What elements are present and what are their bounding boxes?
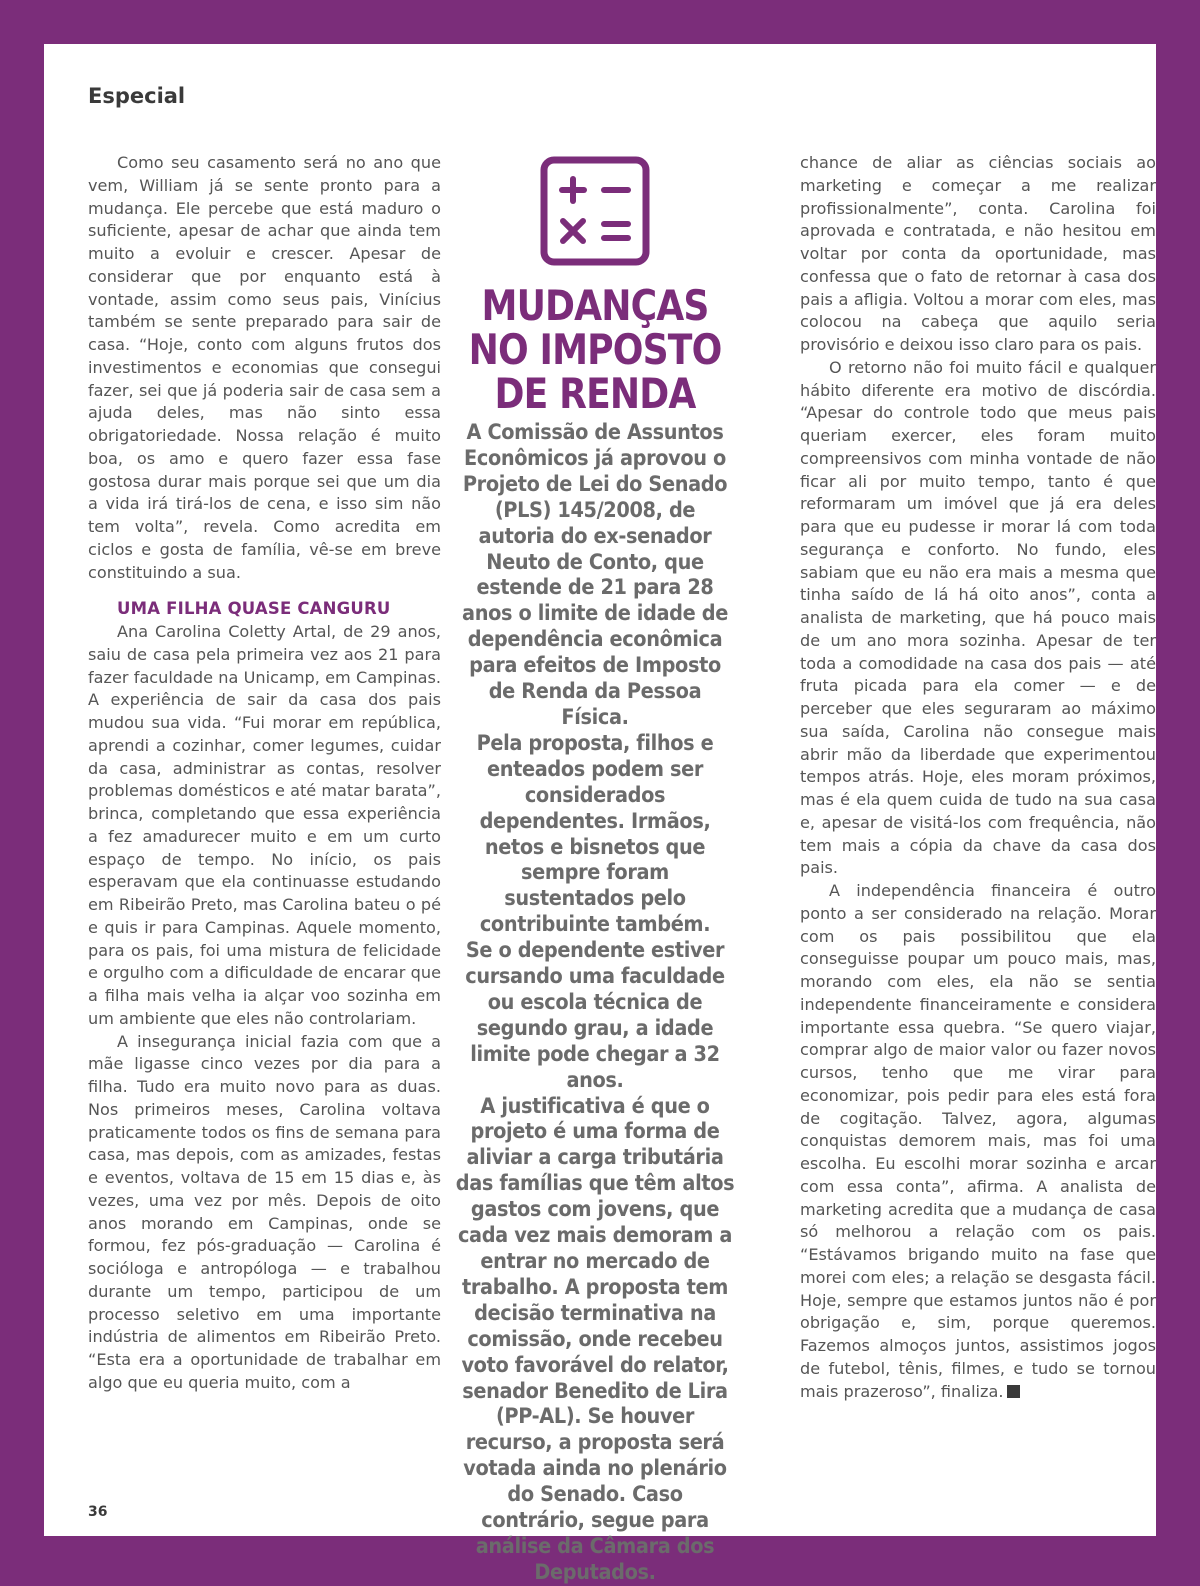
sidebar-headline: MUDANÇAS NO IMPOSTO DE RENDA	[468, 281, 722, 418]
page-number: 36	[88, 1504, 108, 1520]
body-paragraph: chance de aliar as ciências sociais ao marketing e começar a me realizar profissionalmente”, conta. Carolina foi aprovada e contratada, e não hesitou em voltar por conta da oportunidade, mas confessa que o fato de retornar à casa dos pais a afligia. Voltou a morar com eles, mas colocou na cabeça que aquilo seria provisório e deixou isso claro para os pais.	[800, 153, 1156, 354]
section-label: Especial	[88, 84, 186, 108]
sidebar-box	[442, 156, 748, 1586]
right-column	[800, 152, 1156, 1403]
calculator-icon	[540, 156, 650, 266]
body-paragraph: Como seu casamento será no ano que vem, William já se sente pronto para a mudança. Ele percebe que está maduro o suficiente, apesar de achar que ainda tem muito a evoluir e crescer. Apesar de considerar que por enquanto está à vontade, assim como seus pais, Vinícius também se sente preparado para sair de casa. “Hoje, conto com alguns frutos dos investimentos e economias que consegui fazer, sei que já poderia sair de casa sem a ajuda deles, mas não sinto essa obrigatoriedade. Nossa relação é muito boa, os amo e quero fazer essa fase gostosa durar mais porque sei que um dia a vida irá tirá-los de cena, e isso sim não tem volta”, revela. Como acredita em ciclos e gosta de família, vê-se em breve constituindo a sua.	[88, 153, 441, 582]
subheading: UMA FILHA QUASE CANGURU	[117, 599, 391, 619]
sidebar-paragraph: A Comissão de Assuntos Econômicos já aprovou o Projeto de Lei do Senado (PLS) 145/2008, de autoria do ex-senador Neuto de Conto, que estende de 21 para 28 anos o limite de idade de dependência econômica para efeitos de Imposto de Renda da Pessoa Física.	[462, 420, 728, 729]
sidebar-body	[454, 420, 736, 1586]
body-paragraph: Ana Carolina Coletty Artal, de 29 anos, saiu de casa pela primeira vez aos 21 para fazer faculdade na Unicamp, em Campinas. A experiência de sair da casa dos pais mudou sua vida. “Fui morar em república, aprendi a cozinhar, comer legumes, cuidar da casa, administrar as contas, resolver problemas domésticos e até matar barata”, brinca, completando que essa experiência a fez amadurecer muito e em um curto espaço de tempo. No início, os pais esperavam que ela continuasse estudando em Ribeirão Preto, mas Carolina bateu o pé e quis ir para Campinas. Aquele momento, para os pais, foi uma mistura de felicidade e orgulho com a dificuldade de encarar que a filha mais velha ia alçar voo sozinha em um ambiente que eles não controlariam.	[88, 622, 441, 1028]
left-column	[88, 152, 441, 1395]
body-paragraph: A insegurança inicial fazia com que a mãe ligasse cinco vezes por dia para a filha. Tudo era muito novo para as duas. Nos primeiros meses, Carolina voltava praticamente todos os fins de semana para casa, mas depois, com as amizades, festas e eventos, voltava de 15 em 15 dias e, às vezes, uma vez por mês. Depois de oito anos morando em Campinas, onde se formou, fez pós-graduação — Carolina é socióloga e antropóloga — e trabalhou durante um tempo, participou de um processo seletivo em uma importante indústria de alimentos em Ribeirão Preto. “Esta era a oportunidade de trabalhar em algo que eu queria muito, com a	[88, 1031, 441, 1392]
end-mark-icon	[1007, 1385, 1020, 1398]
body-paragraph	[800, 880, 1156, 1403]
sidebar-paragraph: A justificativa é que o projeto é uma forma de aliviar a carga tributária das famílias que têm altos gastos com jovens, que cada vez mais demoram a entrar no mercado de trabalho. A proposta tem decisão terminativa na comissão, onde recebeu voto favorável do relator, senador Benedito de Lira (PP-AL). Se houver recurso, a proposta será votada ainda no plenário do Senado. Caso contrário, segue para análise da Câmara dos Deputados.	[455, 1093, 735, 1584]
final-paragraph-text: A independência financeira é outro ponto a ser considerado na relação. Morar com os pais possibilitou que ela conseguisse poupar um pouco mais, mas, morando com eles, ela não se sentia independente financeiramente e considera importante essa quebra. “Se quero viajar, comprar algo de maior valor ou fazer novos cursos, tenho que me virar para economizar, pois pedir para eles está fora de cogitação. Talvez, agora, algumas conquistas demorem mais, mas foi uma escolha. Eu escolhi morar sozinha e arcar com essa conta”, afirma. A analista de marketing acredita que a mudança de casa só melhorou a relação com os pais. “Estávamos brigando muito na fase que morei com eles; a relação se desgasta fácil. Hoje, sempre que estamos juntos não é por obrigação e, sim, porque queremos. Fazemos almoços juntos, assistimos jogos de futebol, tênis, filmes, e tudo se tornou mais prazeroso”, finaliza.	[800, 881, 1156, 1401]
magazine-page	[44, 44, 1156, 1584]
sidebar-paragraph: Se o dependente estiver cursando uma faculdade ou escola técnica de segundo grau, a idade limite pode chegar a 32 anos.	[465, 938, 725, 1092]
body-paragraph: O retorno não foi muito fácil e qualquer hábito diferente era motivo de discórdia. “Apesar do controle todo que meus pais queriam exercer, eles foram muito compreensivos com minha vontade de não ficar ali por muito tempo, tanto é que reformaram um imóvel que já era deles para que eu pudesse ir morar lá com toda segurança e conforto. No fundo, eles sabiam que eu não era mais a mesma que tinha saído de lá há oito anos”, conta a analista de marketing, que há pouco mais de um ano mora sozinha. Apesar de ter toda a comodidade na casa dos pais — até fruta picada para ela comer — e de perceber que eles seguraram ao máximo sua saída, Carolina não consegue mais abrir mão da liberdade que experimentou tempos atrás. Hoje, eles moram próximos, mas é ela quem cuida de tudo na sua casa e, apesar de visitá-los com frequência, não tem mais a cópia da chave da casa dos pais.	[800, 357, 1156, 878]
sidebar-paragraph: Pela proposta, filhos e enteados podem ser considerados dependentes. Irmãos, netos e bisnetos que sempre foram sustentados pelo contribuinte também.	[476, 730, 714, 937]
